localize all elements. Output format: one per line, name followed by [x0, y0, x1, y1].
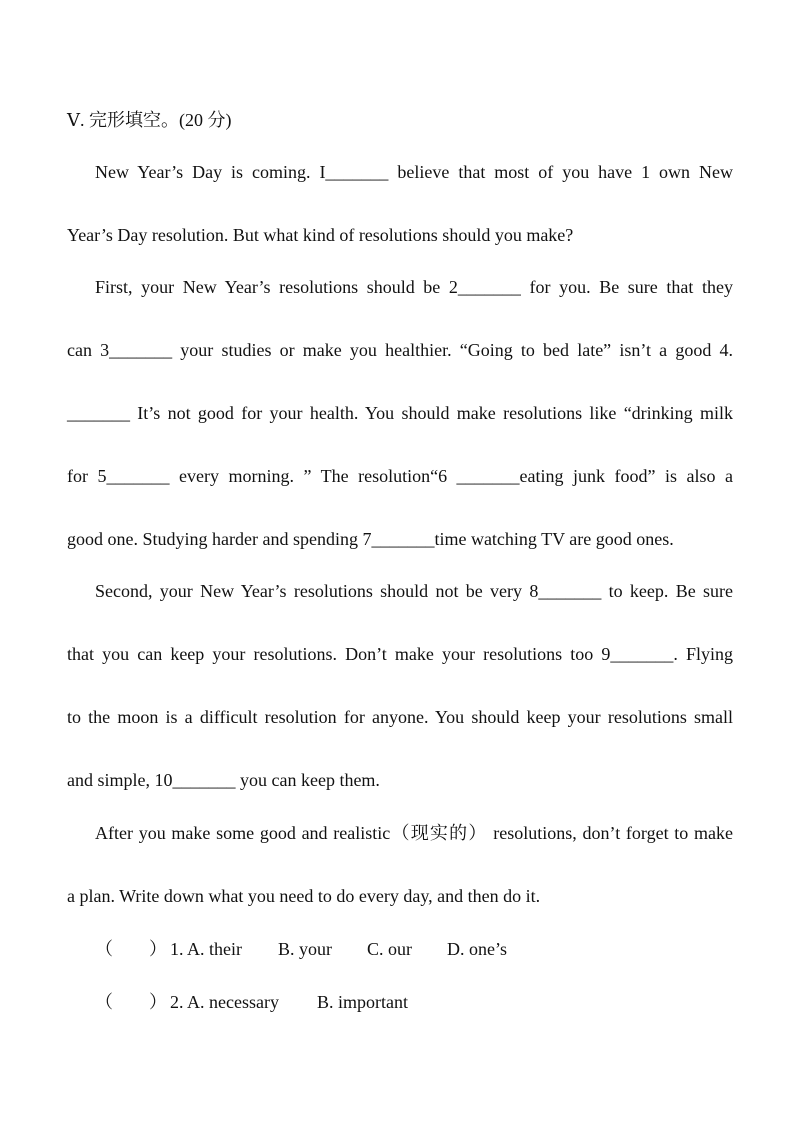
question-stem: 2. A. necessary: [170, 992, 279, 1012]
passage-line: Second, your New Year’s resolutions should not be very 8_______ to keep. Be sure: [95, 581, 733, 601]
question-stem: 1. A. their: [170, 939, 242, 959]
passage-line: _______ It’s not good for your health. You should make resolutions like “drinking milk: [67, 403, 733, 423]
option-c: C. our: [367, 939, 412, 959]
answer-bracket[interactable]: （ ）: [95, 992, 167, 1012]
passage-line: good one. Studying harder and spending 7_______time watching TV are good ones.: [67, 529, 674, 549]
section-title: Ⅴ. 完形填空。(20 分): [67, 110, 232, 130]
passage-line: a plan. Write down what you need to do every day, and then do it.: [67, 886, 541, 906]
passage-line: and simple, 10_______ you can keep them.: [67, 770, 380, 790]
passage-line: can 3_______ your studies or make you healthier. “Going to bed late” isn’t a good 4.: [67, 340, 733, 360]
passage-line: After you make some good and realistic（现实的） resolutions, don’t forget to make: [95, 823, 733, 843]
answer-bracket[interactable]: （ ）: [95, 939, 167, 959]
passage-line: that you can keep your resolutions. Don’t make your resolutions too 9_______. Flying: [67, 644, 733, 664]
option-b: B. your: [278, 939, 332, 959]
passage-line: Year’s Day resolution. But what kind of resolutions should you make?: [67, 225, 574, 245]
option-b: B. important: [317, 992, 408, 1012]
passage-line: New Year’s Day is coming. I_______ believe that most of you have 1 own New: [95, 162, 733, 182]
option-d: D. one’s: [447, 939, 507, 959]
passage-line: First, your New Year’s resolutions should be 2_______ for you. Be sure that they: [95, 277, 733, 297]
passage-line: to the moon is a difficult resolution for anyone. You should keep your resolutions small: [67, 707, 733, 727]
passage-line: for 5_______ every morning. ” The resolution“6 _______eating junk food” is also a: [67, 466, 733, 486]
